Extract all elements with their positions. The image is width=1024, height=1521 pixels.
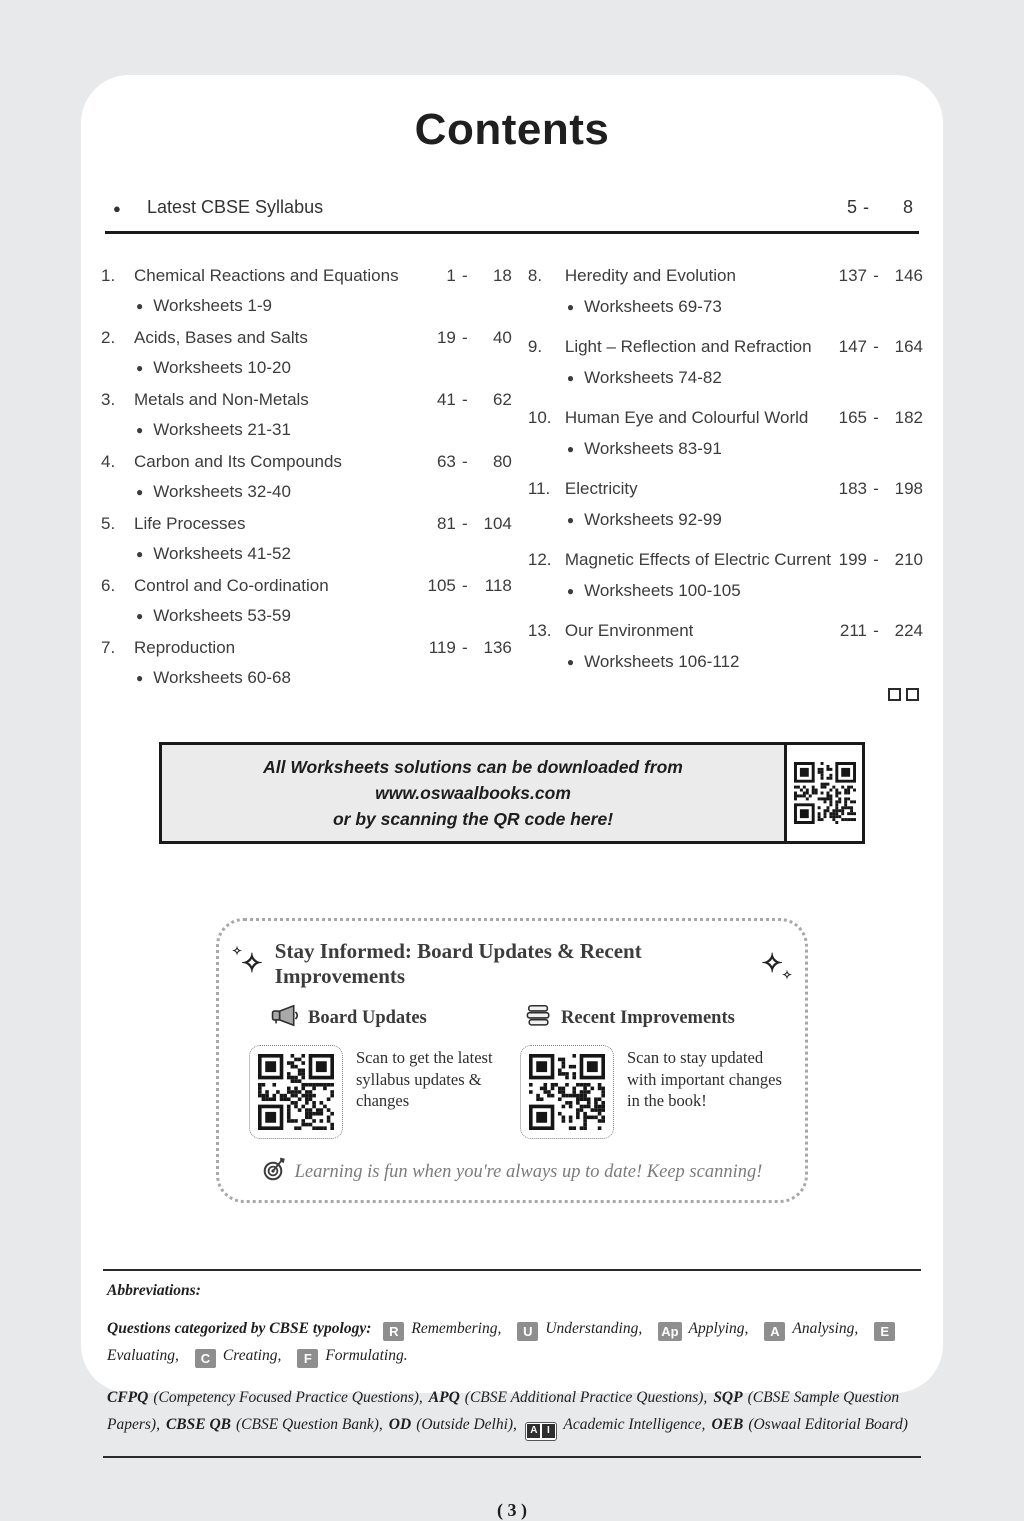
typology-label: Understanding, [545,1320,643,1337]
chapter-title: Reproduction [134,638,236,657]
stay-informed-box [216,918,808,1203]
stay-informed-title: Stay Informed: Board Updates & Recent Improvements [274,939,642,988]
page-dash: - [462,328,468,347]
worksheets-range: ● Worksheets 1-9 [101,291,512,321]
chapter-number: 6. [101,576,116,595]
abbr-desc: (CBSE Sample Question Papers), [107,1389,900,1433]
books-icon [526,1003,552,1034]
worksheets-range: ● Worksheets 74-82 [528,363,923,393]
abbr-term: CFPQ [107,1389,149,1406]
qr-code-icon [258,1054,334,1130]
contents-page [81,75,943,1520]
typology-badge: C [195,1349,216,1368]
page-end: 118 [484,576,512,595]
chapter-number: 12. [527,550,552,569]
typology-label: Analysing, [792,1320,859,1337]
page-end: 224 [894,621,923,640]
page-start: 1 [446,266,456,285]
typology-label: Formulating. [325,1347,408,1364]
board-updates-label: Board Updates [308,1008,427,1028]
recent-improvements-qr-container [520,1045,614,1139]
chapter-title: Metals and Non-Metals [134,390,309,409]
worksheets-range: ● Worksheets 53-59 [101,601,512,631]
toc-entry [101,384,512,445]
abbr-term: CBSE QB [165,1416,231,1433]
syllabus-label: Latest CBSE Syllabus [147,197,324,217]
page-start: 165 [838,408,867,427]
toc-right-column [512,260,923,706]
page-dash: - [462,452,468,471]
page-dash: - [462,576,468,595]
download-note [162,745,784,841]
chapter-number: 13. [527,621,552,640]
worksheets-range: ● Worksheets 41-52 [101,539,512,569]
typology-badge: A [764,1322,785,1341]
chapter-title: Chemical Reactions and Equations [134,266,399,285]
page-end: 8 [902,197,913,217]
download-note-line1: All Worksheets solutions can be downloaded from www.oswaalbooks.com [263,757,683,803]
toc-entry [101,260,512,321]
divider-rule [105,231,919,234]
toc-entry [528,615,923,677]
abbr-term: APQ [428,1389,460,1406]
ai-badge-icon: A I [525,1422,558,1441]
toc-entry [528,402,923,464]
abbr-desc: (Outside Delhi), [416,1416,517,1433]
page-dash: - [462,390,468,409]
page-dash: - [873,479,879,498]
abbr-term: OD [388,1416,412,1433]
worksheets-range: ● Worksheets 32-40 [101,477,512,507]
typology-label: Creating, [222,1347,282,1364]
worksheets-range: ● Worksheets 10-20 [101,353,512,383]
worksheets-range: ● Worksheets 83-91 [528,434,923,464]
chapter-title: Our Environment [564,621,694,640]
toc-entry [528,260,923,322]
abbr-desc: (CBSE Question Bank), [236,1416,383,1433]
bullet-icon [113,197,147,218]
typology-intro: Questions categorized by CBSE typology: [107,1320,372,1337]
chapter-number: 10. [527,408,552,427]
sparkle-icon: ✧ ✧ [232,944,263,978]
end-marker-icon [906,688,919,701]
worksheets-download-box [159,742,865,844]
page-dash: - [863,197,869,217]
page-start: 41 [436,390,456,409]
chapter-title: Human Eye and Colourful World [564,408,809,427]
worksheets-range: ● Worksheets 69-73 [528,292,923,322]
qr-code-icon [529,1054,605,1130]
typology-label: Evaluating, [107,1347,179,1364]
chapter-number: 8. [527,266,543,285]
chapter-number: 4. [101,452,116,471]
abbreviations-section [103,1269,921,1458]
toc-entry [101,446,512,507]
worksheets-range: ● Worksheets 106-112 [528,647,923,677]
chapter-title: Electricity [564,479,638,498]
page-end: 62 [492,390,512,409]
chapter-title: Control and Co-ordination [134,576,329,595]
page-end: 80 [492,452,512,471]
typology-badge: R [383,1322,404,1341]
chapter-title: Carbon and Its Compounds [134,452,342,471]
page-title: Contents [414,105,610,154]
worksheets-range: ● Worksheets 100-105 [528,576,923,606]
page-start: 5 [846,197,857,217]
chapter-title: Magnetic Effects of Electric Current [564,550,831,569]
typology-badge: E [874,1322,895,1341]
page-dash: - [873,550,879,569]
syllabus-pages [821,197,913,218]
download-qr-container [784,745,862,841]
abbr-term: OEB [711,1416,744,1433]
page-start: 183 [838,479,867,498]
toc-entry [528,544,923,606]
recent-improvements-text: Scan to stay updated with important changes in the book! [627,1048,782,1110]
sparkle-icon: ✧ ✧ [761,949,792,982]
page-dash: - [462,638,468,657]
toc-entry [101,508,512,569]
page-dash: - [873,337,879,356]
abbr-desc: (Competency Focused Practice Questions), [153,1389,423,1406]
chapter-number: 9. [527,337,543,356]
chapter-number: 5. [101,514,116,533]
board-updates-text: Scan to get the latest syllabus updates & changes [356,1048,493,1110]
worksheets-range: ● Worksheets 21-31 [101,415,512,445]
download-note-line2: or by scanning the QR code here! [332,809,614,829]
toc-left-column [101,260,512,706]
end-marker-icon [888,688,901,701]
stay-informed-title-row [232,939,792,989]
page-dash: - [873,621,879,640]
typology-badge: F [297,1349,318,1368]
page-start: 119 [428,638,456,657]
abbr-desc: Academic Intelligence, [563,1416,706,1433]
chapter-number: 2. [101,328,116,347]
page-dash: - [462,514,468,533]
page-end: 198 [894,479,923,498]
page-start: 137 [838,266,867,285]
megaphone-icon [269,1003,299,1034]
chapter-title: Acids, Bases and Salts [134,328,308,347]
syllabus-row [113,197,913,218]
chapter-title: Life Processes [134,514,246,533]
terms-line [107,1384,917,1441]
typology-badge: U [517,1322,538,1341]
recent-improvements-label: Recent Improvements [561,1008,735,1028]
page-end: 210 [894,550,923,569]
typology-label: Remembering, [411,1320,502,1337]
end-of-contents-marker [528,686,923,706]
page-start: 19 [436,328,456,347]
page-end: 146 [894,266,923,285]
board-updates-qr-container [249,1045,343,1139]
chapter-title: Heredity and Evolution [564,266,736,285]
chapter-number: 7. [101,638,116,657]
page-dash: - [462,266,468,285]
worksheets-range: ● Worksheets 60-68 [101,663,512,693]
page-number: ( 3 ) [497,1499,527,1520]
typology-label: Applying, [688,1320,749,1337]
stay-informed-footer [241,1156,783,1188]
toc-entry [101,322,512,383]
page-end: 164 [894,337,923,356]
toc-entry [528,473,923,535]
page-start: 211 [839,621,867,640]
page-start: 147 [838,337,867,356]
page-end: 104 [483,514,512,533]
table-of-contents [101,260,923,706]
chapter-title: Light – Reflection and Refraction [564,337,812,356]
recent-improvements-section [512,1003,783,1139]
page-start: 105 [427,576,456,595]
abbr-desc: (CBSE Additional Practice Questions), [464,1389,708,1406]
dart-target-icon [262,1156,288,1188]
typology-badge: Ap [658,1322,681,1341]
qr-code-icon [794,762,856,824]
worksheets-range: ● Worksheets 92-99 [528,505,923,535]
page-dash: - [873,408,879,427]
abbreviations-heading: Abbreviations: [107,1282,201,1299]
page-start: 81 [436,514,456,533]
stay-informed-footer-text: Learning is fun when you're always up to date! Keep scanning! [294,1161,763,1182]
abbr-desc: (Oswaal Editorial Board) [748,1416,908,1433]
chapter-number: 1. [101,266,116,285]
page-dash: - [873,266,879,285]
board-updates-section [241,1003,512,1139]
page-start: 199 [838,550,867,569]
page-end: 40 [492,328,512,347]
abbr-term: SQP [713,1389,743,1406]
chapter-number: 11. [527,479,551,498]
page-end: 182 [894,408,923,427]
toc-entry [528,331,923,393]
page-end: 18 [492,266,512,285]
page-start: 63 [436,452,456,471]
chapter-number: 3. [101,390,116,409]
toc-entry [101,570,512,631]
typology-line [107,1315,917,1369]
toc-entry [101,632,512,693]
page-end: 136 [483,638,512,657]
